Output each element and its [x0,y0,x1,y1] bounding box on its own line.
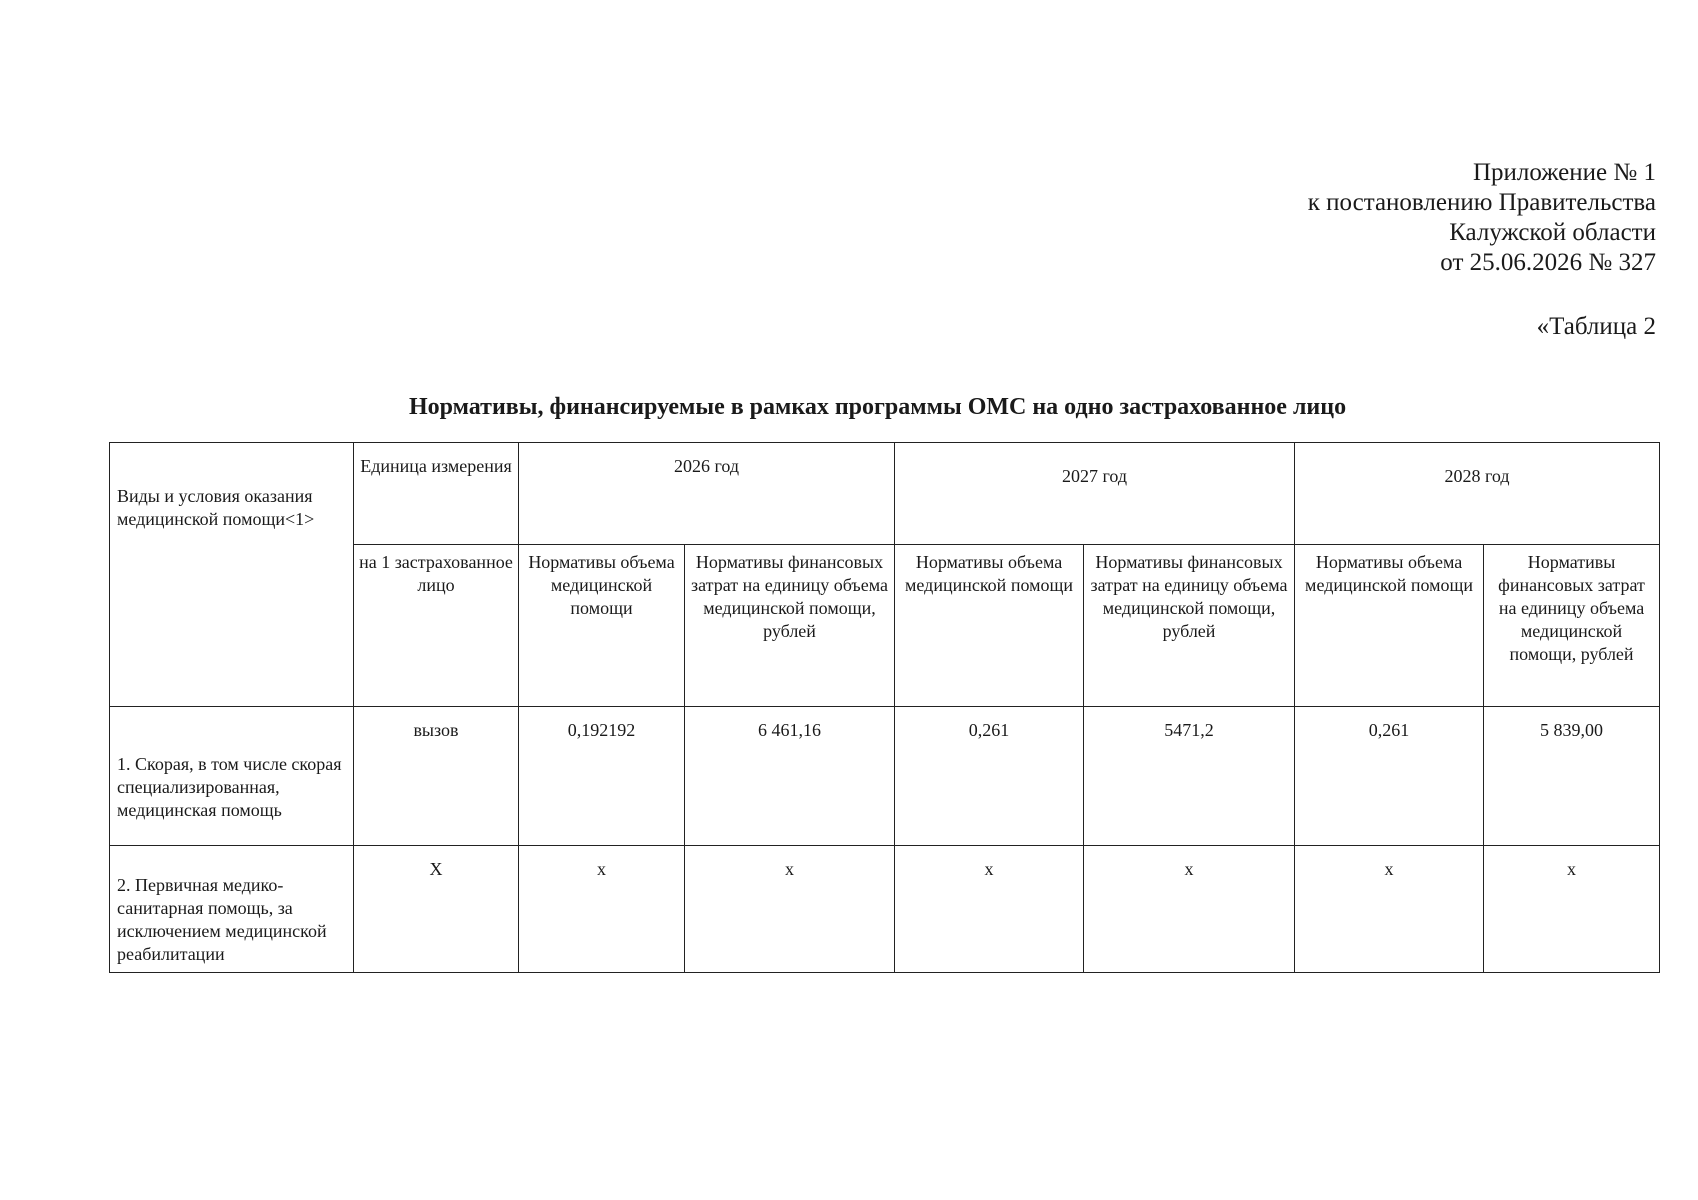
appendix-line-2: к постановлению Правительства [1307,189,1656,216]
row-2028-volume: х [1295,846,1484,973]
table-row [110,846,1660,973]
row-kind: 1. Скорая, в том числе скорая специализированная, медицинская помощь [110,707,354,846]
norms-table [109,442,1660,973]
header-year-2027: 2027 год [895,443,1295,545]
header-unit: Единица измерения [354,443,519,545]
row-2026-cost: х [685,846,895,973]
row-2026-volume: х [519,846,685,973]
header-2027-volume: Нормативы объема медицинской помощи [895,545,1084,707]
row-2026-cost: 6 461,16 [685,707,895,846]
row-unit: Х [354,846,519,973]
header-2027-cost: Нормативы финансовых затрат на единицу объема медицинской помощи, рублей [1084,545,1295,707]
row-2028-cost: 5 839,00 [1484,707,1660,846]
table-row [110,707,1660,846]
row-kind: 2. Первичная медико-санитарная помощь, за исключением медицинской реабилитации [110,846,354,973]
header-2026-cost: Нормативы финансовых затрат на единицу объема медицинской помощи, рублей [685,545,895,707]
appendix-block [1308,158,1656,278]
appendix-line-3: Калужской области [1449,219,1656,246]
document-title: Нормативы, финансируемые в рамках программы ОМС на одно застрахованное лицо [408,394,1347,420]
row-2027-cost: х [1084,846,1295,973]
row-2027-volume: 0,261 [895,707,1084,846]
header-2028-volume: Нормативы объема медицинской помощи [1295,545,1484,707]
row-2027-cost: 5471,2 [1084,707,1295,846]
header-year-2026: 2026 год [519,443,895,545]
header-unit-sub: на 1 застрахованное лицо [354,545,519,707]
header-year-2028: 2028 год [1295,443,1660,545]
header-row-years [110,443,1660,545]
table-label: «Таблица 2 [1536,313,1656,340]
row-2026-volume: 0,192192 [519,707,685,846]
row-2028-cost: х [1484,846,1660,973]
header-kind: Виды и условия оказания медицинской помощи<1> [110,443,354,707]
row-2028-volume: 0,261 [1295,707,1484,846]
header-2026-volume: Нормативы объема медицинской помощи [519,545,685,707]
appendix-line-4: от 25.06.2026 № 327 [1440,249,1656,276]
header-2028-cost: Нормативы финансовых затрат на единицу объема медицинской помощи, рублей [1484,545,1660,707]
row-unit: вызов [354,707,519,846]
row-2027-volume: х [895,846,1084,973]
appendix-line-1: Приложение № 1 [1472,159,1656,186]
